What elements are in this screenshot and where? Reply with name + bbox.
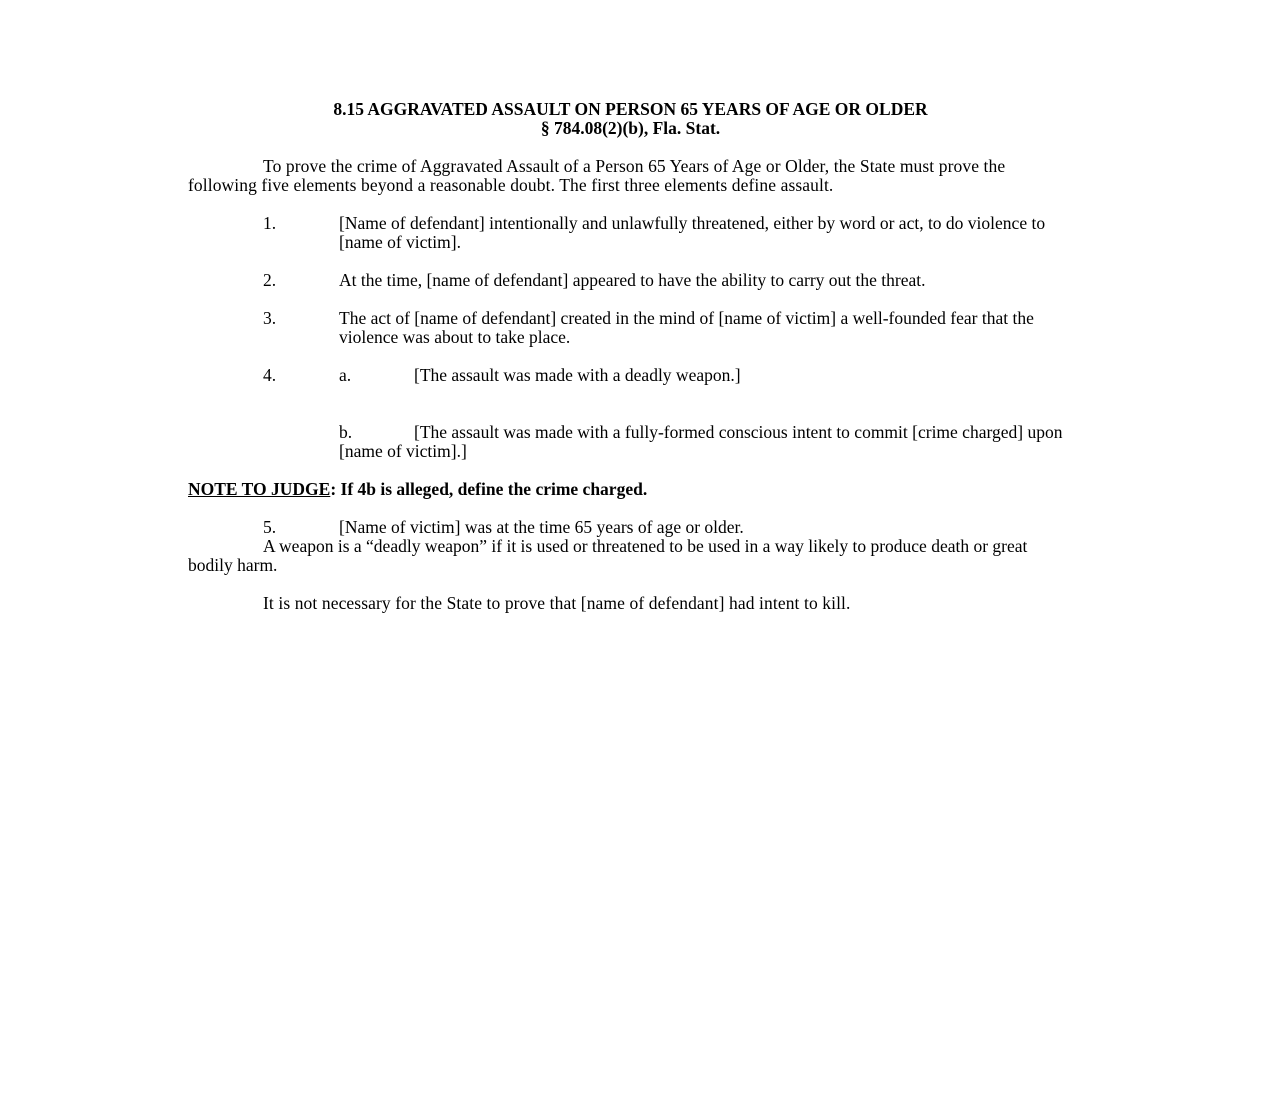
document-page xyxy=(188,100,1073,613)
element-text: The act of [name of defendant] created in the mind of [name of victim] a well-founded fear that the violence was about to take place. xyxy=(339,308,1034,347)
element-text: [Name of defendant] intentionally and unlawfully threatened, either by word or act, to do violence to [name of victim]. xyxy=(339,213,1046,252)
element-3 xyxy=(188,309,1073,347)
element-4b xyxy=(188,423,1073,461)
deadly-weapon-definition: A weapon is a “deadly weapon” if it is used or threatened to be used in a way likely to produce death or great bodily harm. xyxy=(188,536,1028,575)
title-heading: 8.15 AGGRAVATED ASSAULT ON PERSON 65 YEARS OF AGE OR OLDER xyxy=(333,99,928,119)
element-4a xyxy=(188,366,1073,385)
sub-letter-a: a. xyxy=(339,365,352,385)
element-text: At the time, [name of defendant] appeared to have the ability to carry out the threat. xyxy=(339,270,926,290)
element-number: 1. xyxy=(263,213,277,233)
statute-citation: § 784.08(2)(b), Fla. Stat. xyxy=(540,118,721,138)
element-number: 5. xyxy=(263,517,277,537)
note-text: : If 4b is alleged, define the crime charged. xyxy=(330,479,648,499)
element-number: 4. xyxy=(263,365,277,385)
document-title xyxy=(188,100,1073,138)
intent-paragraph: It is not necessary for the State to prove that [name of defendant] had intent to kill. xyxy=(263,593,851,613)
note-to-judge xyxy=(188,480,1073,499)
element-number: 2. xyxy=(263,270,277,290)
intro-paragraph: To prove the crime of Aggravated Assault of a Person 65 Years of Age or Older, the State must prove the following five elements beyond a reasonable doubt. The first three elements define assault. xyxy=(188,156,1006,195)
sub-text-a: [The assault was made with a deadly weapon.] xyxy=(414,365,741,385)
element-number: 3. xyxy=(263,308,277,328)
element-1 xyxy=(188,214,1073,252)
note-label: NOTE TO JUDGE xyxy=(188,479,331,499)
element-5 xyxy=(188,518,1073,537)
element-2 xyxy=(188,271,1073,290)
sub-text-b: [The assault was made with a fully-formed conscious intent to commit [crime charged] upon [name of victim].] xyxy=(339,422,1063,461)
element-text: [Name of victim] was at the time 65 years of age or older. xyxy=(339,517,744,537)
sub-letter-b: b. xyxy=(339,422,353,442)
